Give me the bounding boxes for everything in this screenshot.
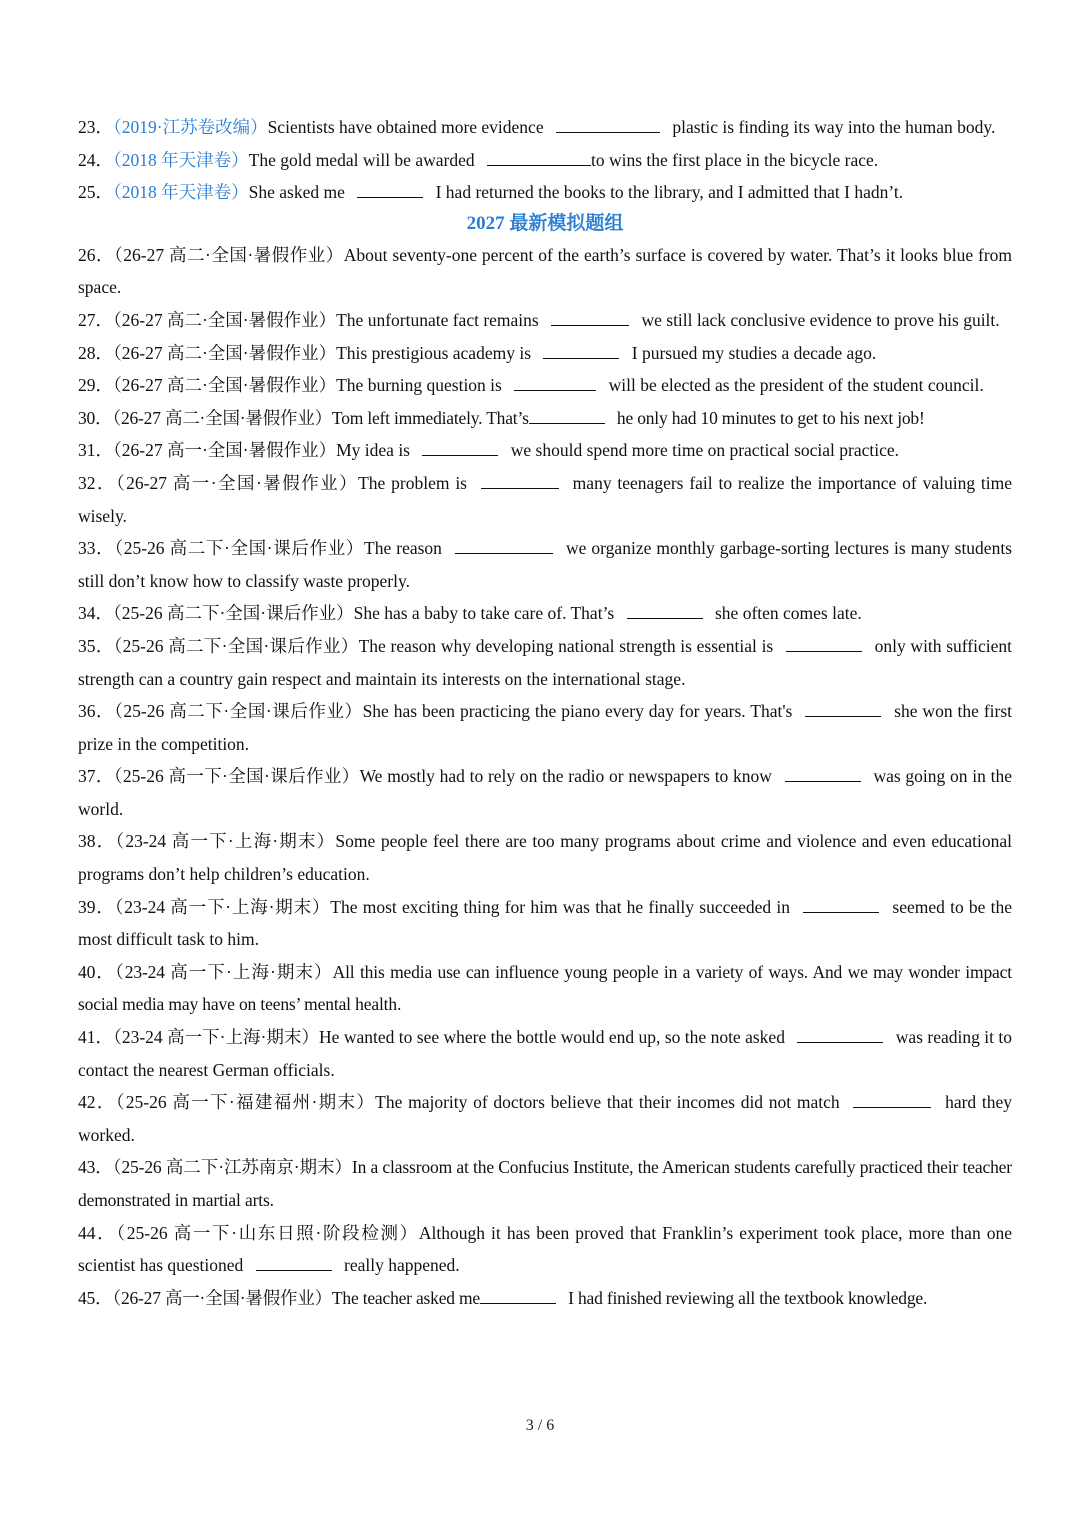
question-number: 44． xyxy=(78,1222,117,1243)
question-24 xyxy=(78,144,1012,177)
question-44 xyxy=(78,1217,1012,1282)
question-source: （2019·江苏卷改编） xyxy=(113,117,268,137)
question-number: 37． xyxy=(78,766,114,787)
question-text: she often comes late. xyxy=(710,603,862,624)
question-number: 30． xyxy=(78,407,113,428)
question-source: （23-24 高一下·上海·期末） xyxy=(113,1027,320,1048)
page-number: 3 / 6 xyxy=(525,1417,555,1434)
question-number: 35． xyxy=(78,635,114,656)
question-text: Although it has been proved that Franklin’s experiment took place, more than one scientist has questioned xyxy=(78,1222,1013,1276)
question-42 xyxy=(78,1086,1012,1151)
question-source: （25-26 高二下·江苏南京·期末） xyxy=(112,1157,352,1178)
question-39 xyxy=(78,891,1012,956)
question-text: In a classroom at the Confucius Institute, the American students carefully practiced their teacher demonstrated in martial arts. xyxy=(78,1157,1012,1210)
question-source: （26-27 高二·全国·暑假作业） xyxy=(113,375,337,396)
question-text: The majority of doctors believe that their incomes did not match xyxy=(375,1092,846,1113)
answer-blank[interactable] xyxy=(853,1106,931,1108)
question-number: 24． xyxy=(78,149,113,170)
answer-blank[interactable] xyxy=(256,1269,332,1271)
question-text: The reason xyxy=(364,538,447,559)
question-source: （23-24 高一下·上海·期末） xyxy=(115,831,336,852)
question-35 xyxy=(78,630,1012,695)
question-41 xyxy=(78,1021,1012,1086)
question-text: was going on in the world. xyxy=(78,766,1013,819)
answer-blank[interactable] xyxy=(785,780,861,782)
question-number: 23． xyxy=(78,117,113,137)
question-source: （26-27 高一·全国·暑假作业） xyxy=(112,1287,332,1308)
question-text: He wanted to see where the bottle would end up, so the note asked xyxy=(319,1027,790,1048)
question-number: 28． xyxy=(78,342,113,363)
question-text: hard they worked. xyxy=(78,1092,1013,1145)
question-source: （26-27 高二·全国·暑假作业） xyxy=(113,342,337,363)
question-text: The most exciting thing for him was that he finally succeeded in xyxy=(330,896,796,917)
question-source: （26-27 高一·全国·暑假作业） xyxy=(113,440,337,461)
answer-blank[interactable] xyxy=(551,324,629,326)
question-26 xyxy=(78,239,1012,304)
question-28 xyxy=(78,337,1012,370)
question-number: 39． xyxy=(78,896,115,917)
question-36 xyxy=(78,695,1012,760)
question-text: plastic is finding its way into the human body. xyxy=(667,117,996,137)
question-40 xyxy=(78,956,1012,1021)
question-source: （25-26 高二下·全国·课后作业） xyxy=(113,603,354,624)
answer-blank[interactable] xyxy=(556,131,660,133)
question-number: 40． xyxy=(78,961,115,982)
question-text: I had returned the books to the library, and I admitted that I hadn’t. xyxy=(431,182,904,203)
question-text: We mostly had to rely on the radio or newspapers to know xyxy=(359,766,777,787)
question-text: My idea is xyxy=(336,440,415,461)
question-text: She has been practicing the piano every day for years. That's xyxy=(362,701,798,722)
question-source: （2018 年天津卷） xyxy=(113,182,249,203)
answer-blank[interactable] xyxy=(805,715,881,717)
answer-blank[interactable] xyxy=(357,196,423,198)
answer-blank[interactable] xyxy=(543,357,619,359)
question-37 xyxy=(78,760,1012,825)
question-text: This prestigious academy is xyxy=(336,342,536,363)
question-text: About seventy-one percent of the earth’s surface is covered by water. That’s xyxy=(343,244,886,265)
question-23 xyxy=(78,111,1012,144)
question-number: 36． xyxy=(78,701,115,722)
question-text: She has a baby to take care of. That’s xyxy=(353,603,619,624)
question-number: 42． xyxy=(78,1092,116,1113)
question-45 xyxy=(78,1282,1012,1315)
answer-blank[interactable] xyxy=(514,389,596,391)
question-43 xyxy=(78,1151,1012,1216)
question-source: （23-24 高一下·上海·期末） xyxy=(114,896,331,917)
question-source: （25-26 高二下·全国·课后作业） xyxy=(114,538,365,559)
question-number: 45． xyxy=(78,1287,113,1308)
question-30 xyxy=(78,402,1012,435)
question-34 xyxy=(78,597,1012,630)
question-number: 41． xyxy=(78,1027,114,1048)
section-heading: 2027 最新模拟题组 xyxy=(466,212,624,234)
answer-blank[interactable] xyxy=(422,454,498,456)
question-text: she won the first prize in the competition. xyxy=(78,701,1013,754)
question-number: 25． xyxy=(78,182,113,203)
question-text: She asked me xyxy=(248,182,350,203)
question-source: （26-27 高二·全国·暑假作业） xyxy=(113,309,337,330)
question-text: we organize monthly garbage-sorting lectures is many students still don’t know how to classify waste properly. xyxy=(78,538,1012,591)
answer-blank[interactable] xyxy=(480,1302,556,1304)
question-text: The problem is xyxy=(358,472,473,493)
question-25 xyxy=(78,176,1012,209)
question-text: it looks blue from space. xyxy=(78,244,1013,298)
question-source: （26-27 高二·全国·暑假作业） xyxy=(112,407,332,428)
answer-blank[interactable] xyxy=(803,911,879,913)
question-text: he only had 10 minutes to get to his next job! xyxy=(612,407,925,428)
question-text: The teacher asked me xyxy=(331,1287,480,1308)
question-31 xyxy=(78,434,1012,467)
question-text: many teenagers fail to realize the importance of valuing time wisely. xyxy=(78,472,1013,526)
question-source: （25-26 高二下·全国·课后作业） xyxy=(114,701,363,722)
question-number: 38． xyxy=(78,831,116,852)
question-number: 29． xyxy=(78,375,113,396)
question-source: （25-26 高一下·福建福州·期末） xyxy=(115,1092,376,1113)
answer-blank[interactable] xyxy=(487,164,591,166)
question-text: I had finished reviewing all the textbook knowledge. xyxy=(564,1287,928,1308)
question-text: The burning question is xyxy=(336,375,507,396)
question-text: Scientists have obtained more evidence xyxy=(267,117,548,137)
question-text: I pursued my studies a decade ago. xyxy=(627,342,877,363)
question-source: （26-27 高二·全国·暑假作业） xyxy=(114,244,344,265)
question-number: 32． xyxy=(78,472,116,493)
question-33 xyxy=(78,532,1012,597)
question-source: （26-27 高一·全国·暑假作业） xyxy=(115,472,359,493)
question-text: Some people feel there are too many programs about crime and violence and even educational programs don’t help children’s education. xyxy=(78,831,1013,885)
question-text: we still lack conclusive evidence to prove his guilt. xyxy=(637,309,1000,330)
question-number: 43． xyxy=(78,1157,113,1178)
question-source: （25-26 高一下·全国·课后作业） xyxy=(113,766,360,787)
answer-blank[interactable] xyxy=(797,1041,883,1043)
question-38 xyxy=(78,825,1012,890)
question-source: （25-26 高二下·全国·课后作业） xyxy=(113,635,359,656)
question-text: Tom left immediately. That’s xyxy=(331,407,529,428)
question-list xyxy=(78,111,1012,1314)
question-number: 26． xyxy=(78,244,115,265)
question-number: 27． xyxy=(78,309,113,330)
question-text: to wins the first place in the bicycle race. xyxy=(590,149,879,170)
answer-blank[interactable] xyxy=(455,552,553,554)
question-number: 31． xyxy=(78,440,113,461)
question-source: （23-24 高一下·上海·期末） xyxy=(114,961,333,982)
answer-blank[interactable] xyxy=(627,617,703,619)
question-text: All this media use can influence young people in a variety of ways. And we may wonder impact social media may have on teens’ mental health. xyxy=(78,961,1012,1015)
question-32 xyxy=(78,467,1012,532)
question-27 xyxy=(78,304,1012,337)
question-source: （25-26 高一下·山东日照·阶段检测） xyxy=(116,1222,419,1243)
question-29 xyxy=(78,369,1012,402)
question-source: （2018 年天津卷） xyxy=(113,149,249,170)
answer-blank[interactable] xyxy=(529,422,605,424)
question-text: only with sufficient strength can a country gain respect and maintain its interests on the international stage. xyxy=(78,635,1012,689)
question-text: The unfortunate fact remains xyxy=(336,309,544,330)
question-text: was reading it to contact the nearest German officials. xyxy=(78,1027,1013,1080)
question-text: really happened. xyxy=(339,1255,460,1276)
question-number: 34． xyxy=(78,603,113,624)
question-text: The gold medal will be awarded xyxy=(248,149,479,170)
question-text: we should spend more time on practical social practice. xyxy=(506,440,900,461)
question-text: will be elected as the president of the student council. xyxy=(604,375,984,396)
answer-blank[interactable] xyxy=(786,650,862,652)
answer-blank[interactable] xyxy=(481,487,559,489)
question-text: The reason why developing national strength is essential is xyxy=(358,635,778,656)
question-text: seemed to be the most difficult task to him. xyxy=(78,896,1013,950)
question-number: 33． xyxy=(78,538,115,559)
